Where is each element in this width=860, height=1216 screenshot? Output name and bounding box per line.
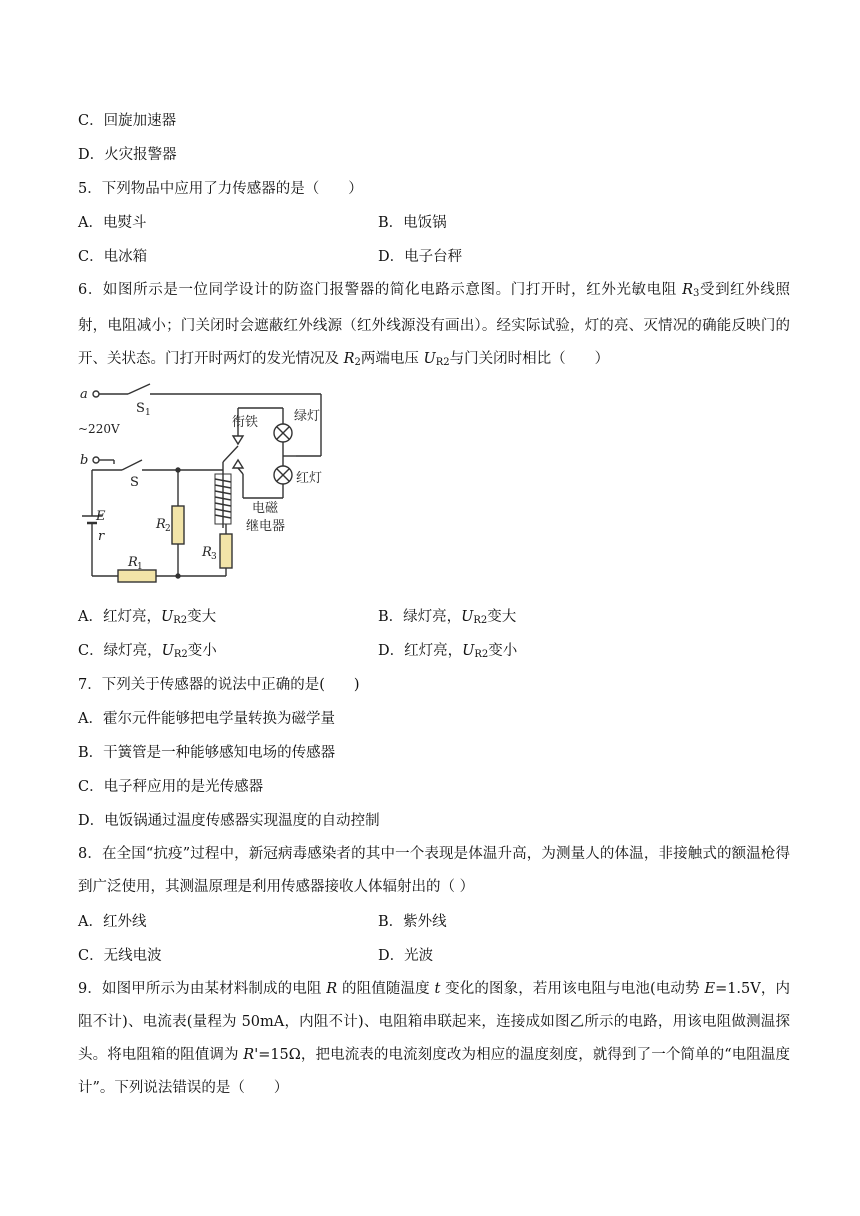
label-b: b: [80, 453, 89, 468]
switch-s-blade: [122, 460, 142, 470]
label-voltage: ~220V: [78, 422, 120, 436]
label-r2: R: [156, 517, 166, 532]
label-red-lamp: 红灯: [296, 471, 323, 486]
resistor-r3: [220, 534, 232, 568]
q8-option-a: A．红外线: [78, 914, 147, 930]
lower-contact: [233, 460, 243, 468]
q6-circuit-diagram: [78, 378, 348, 588]
label-r2-sub: 2: [165, 524, 171, 534]
q7-stem: 7．下列关于传感器的说法中正确的是( ): [78, 677, 360, 693]
label-armature: 衔铁: [232, 415, 259, 430]
switch-s1-blade: [128, 384, 150, 394]
q7-option-d: D．电饭锅通过温度传感器实现温度的自动控制: [78, 813, 380, 829]
label-r: r: [98, 529, 105, 544]
q6-option-b: B．绿灯亮，$U_{R2}$变大: [378, 609, 517, 626]
upper-contact: [233, 436, 243, 444]
label-r3: R: [202, 545, 212, 560]
label-e: E: [96, 509, 106, 524]
label-relay-2: 继电器: [246, 519, 286, 534]
label-s1: S: [136, 401, 145, 416]
q5-option-b: B．电饭锅: [378, 215, 447, 231]
q4-option-d: D．火灾报警器: [78, 147, 177, 163]
terminal-a: [93, 391, 99, 397]
terminal-b: [93, 457, 99, 463]
q6-option-a: A．红灯亮，$U_{R2}$变大: [78, 609, 217, 626]
q5-stem: 5．下列物品中应用了力传感器的是（ ）: [78, 181, 363, 197]
q8-option-b: B．紫外线: [378, 914, 447, 930]
resistor-r2: [172, 506, 184, 544]
q5-option-c: C．电冰箱: [78, 249, 148, 265]
label-green-lamp: 绿灯: [294, 409, 321, 424]
q8-stem: 8．在全国“抗疫”过程中，新冠病毒感染者的其中一个表现是体温升高，为测量人的体温，非接触式的额温枪得到广泛使用，其测温原理是利用传感器接收人体辐射出的（ ）: [78, 846, 790, 895]
label-r1: R: [128, 555, 138, 570]
label-relay-1: 电磁: [252, 501, 279, 516]
q6-option-d: D．红灯亮，$U_{R2}$变小: [378, 643, 518, 660]
label-r3-sub: 3: [211, 552, 217, 562]
q6-option-c: C．绿灯亮，$U_{R2}$变小: [78, 643, 217, 660]
label-s: S: [130, 475, 139, 490]
q5-option-d: D．电子台秤: [378, 249, 463, 265]
q7-option-b: B．干簧管是一种能够感知电场的传感器: [78, 745, 336, 761]
q4-option-c: C．回旋加速器: [78, 113, 177, 129]
q5-option-a: A．电熨斗: [78, 215, 147, 231]
q7-option-c: C．电子秤应用的是光传感器: [78, 779, 264, 795]
q8-option-c: C．无线电波: [78, 948, 162, 964]
q6-stem: 6．如图所示是一位同学设计的防盗门报警器的简化电路示意图。门打开时，红外光敏电阻 $R_3$受到红外线照射，电阻减小；门关闭时会遮蔽红外线源（红外线源没有画出）。经实际试验，灯的亮、灭情况的确能反映门的开、关状态。门打开时两灯的发光情况及 $R_2$两端电压 $U_{R2}$与门关闭时相比（ ）: [78, 282, 790, 368]
q8-option-d: D．光波: [378, 948, 434, 964]
armature: [223, 446, 238, 462]
q7-option-a: A．霍尔元件能够把电学量转换为磁学量: [78, 711, 335, 727]
q9-stem: 9．如图甲所示为由某材料制成的电阻 R 的阻值随温度 t 变化的图象，若用该电阻与电池(电动势 E=1.5V，内阻不计)、电流表(量程为 50mA，内阻不计)、电阻箱串联起来，连接成如图乙所示的电路，用该电阻做测温探头。将电阻箱的阻值调为 R'=15Ω，把电流表的电流刻度改为相应的温度刻度，就得到了一个简单的“电阻温度计”。下列说法错误的是（ ）: [78, 981, 791, 1096]
label-s1-sub: 1: [145, 408, 151, 418]
label-r1-sub: 1: [137, 562, 143, 572]
label-a: a: [80, 387, 88, 402]
